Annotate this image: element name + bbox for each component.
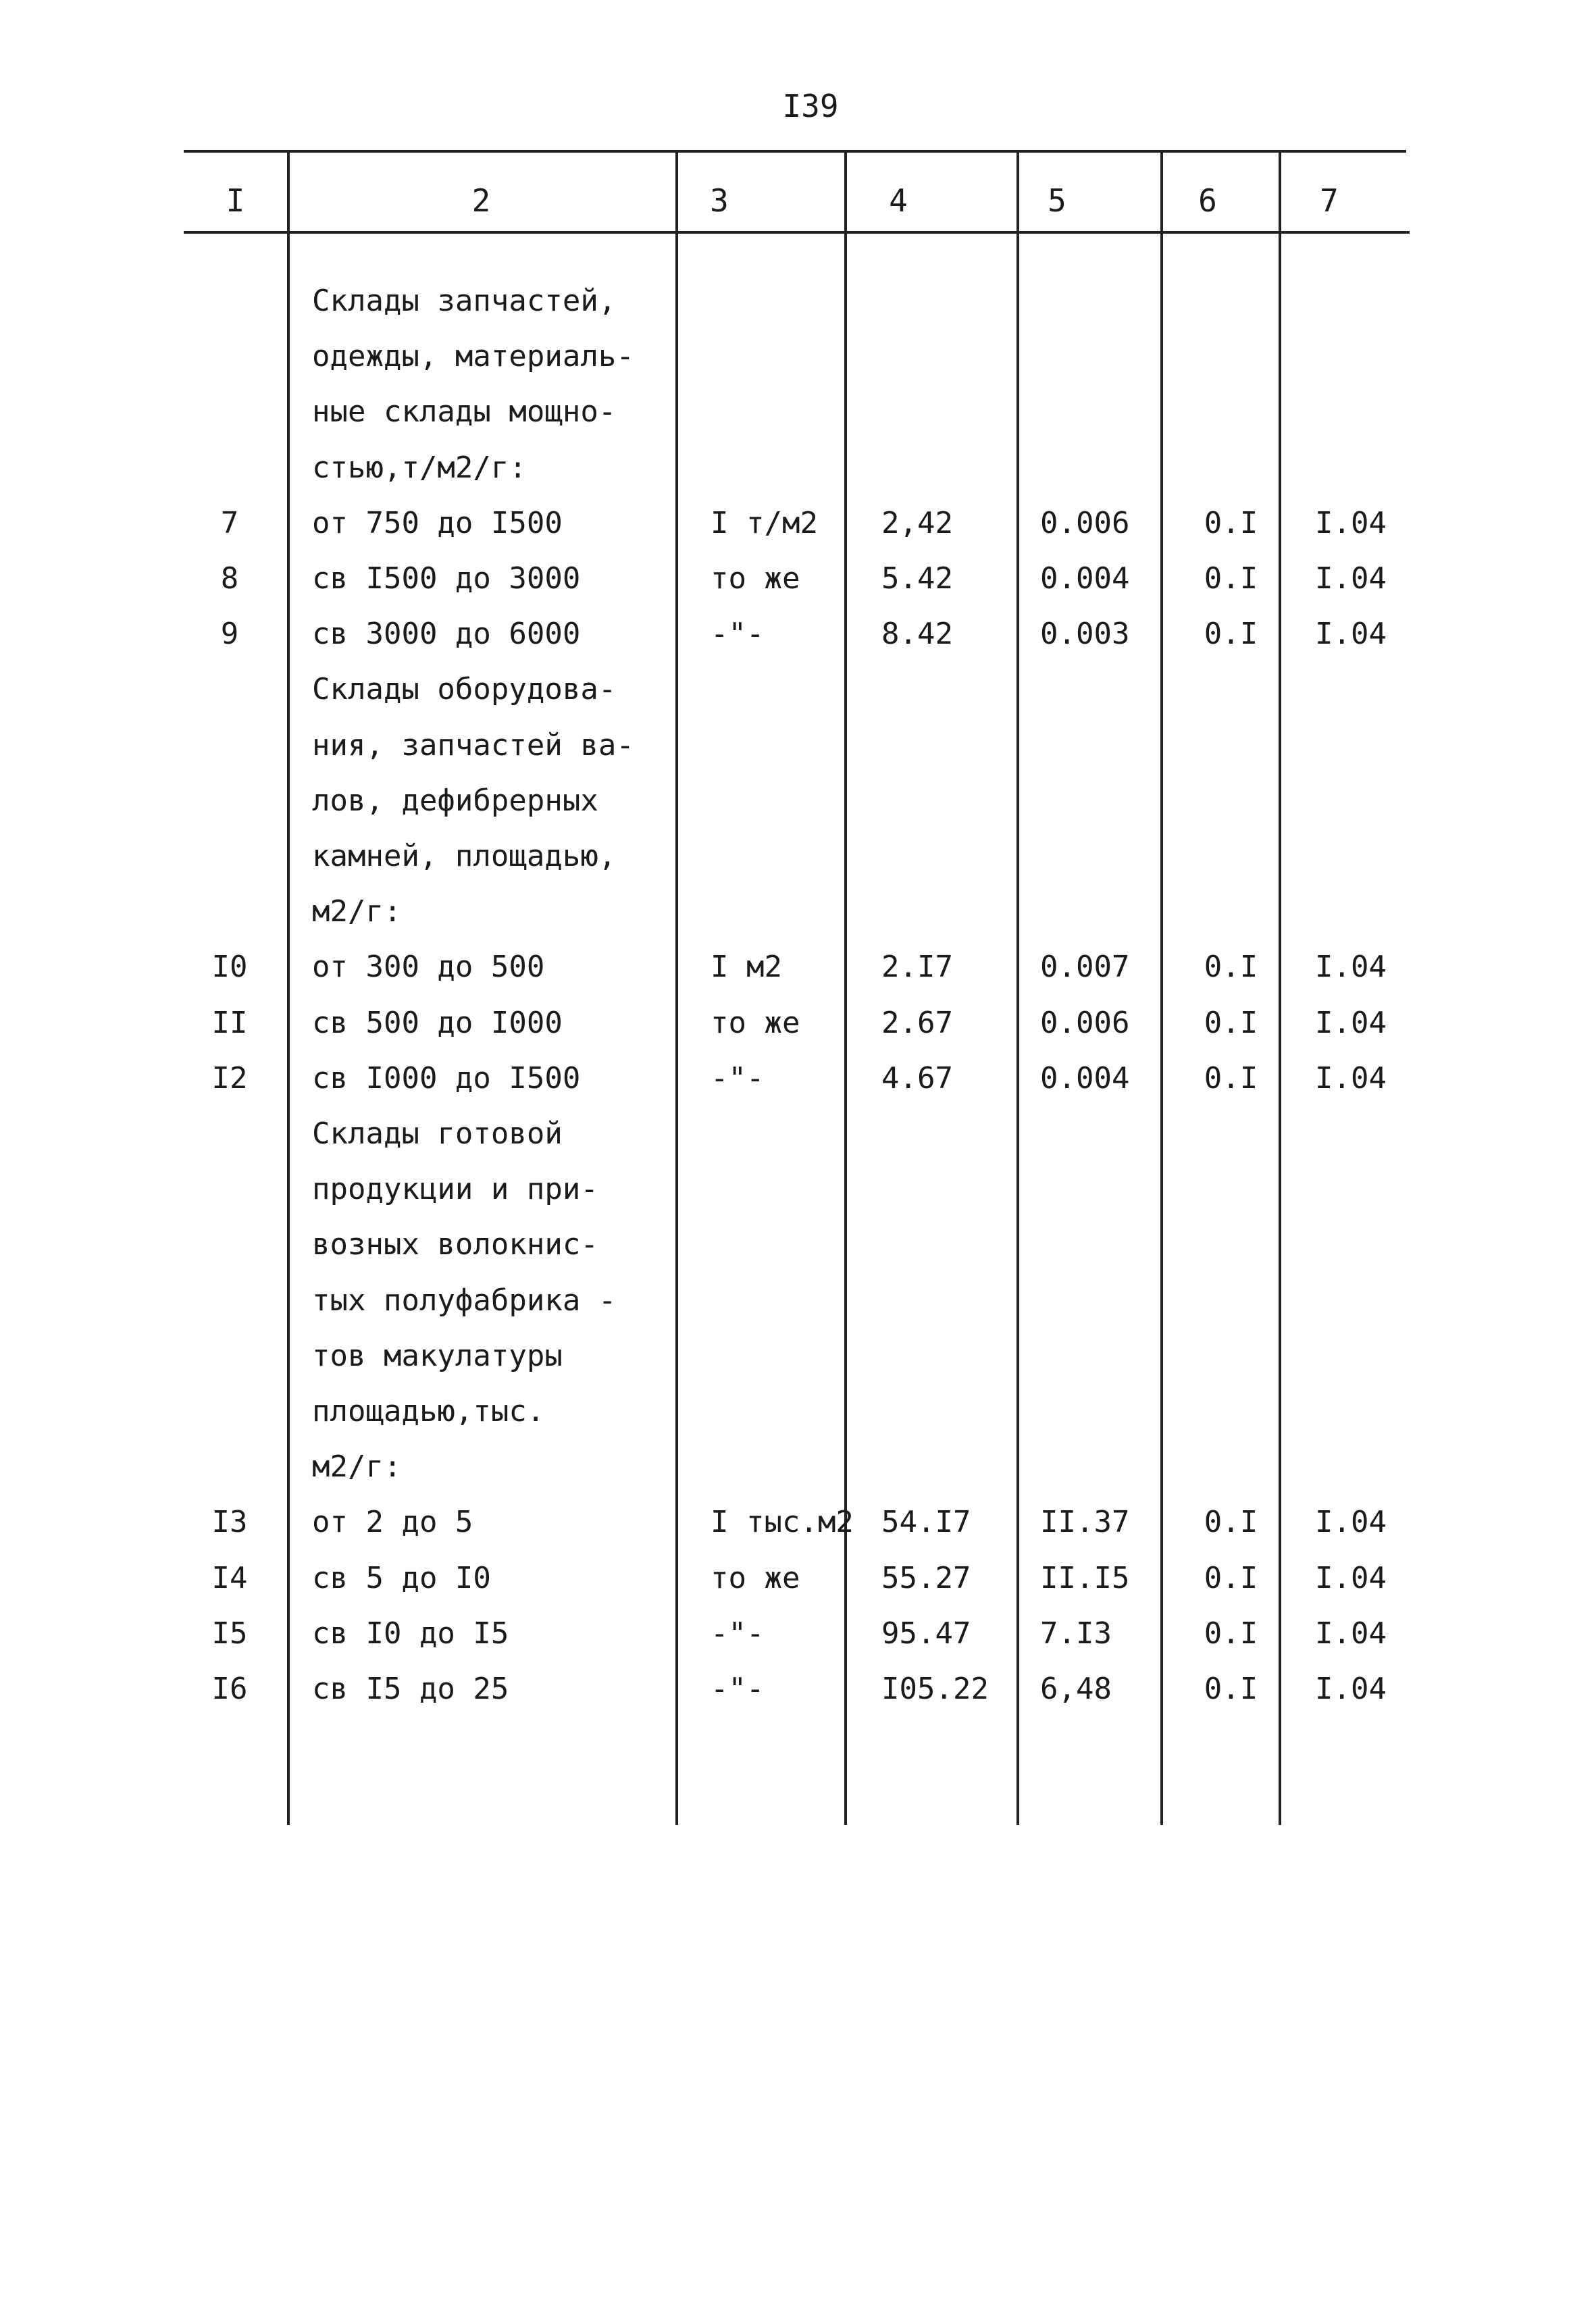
row-col-5: II.I5 (1040, 1561, 1130, 1595)
row-col-7: I.04 (1315, 1505, 1387, 1539)
row-number: I0 (211, 950, 248, 984)
table-top-rule (184, 150, 1406, 153)
row-description: св I0 до I5 (312, 1616, 509, 1651)
row-col-5: 0.003 (1040, 617, 1130, 651)
page-number: I39 (782, 88, 839, 124)
col-divider-1 (287, 150, 290, 1825)
header-col-7: 7 (1320, 182, 1339, 219)
row-col-4: 4.67 (881, 1061, 953, 1096)
row-description: тов макулатуры (312, 1339, 563, 1373)
row-col-7: I.04 (1315, 506, 1387, 540)
row-unit: -"- (711, 1616, 765, 1651)
row-col-5: II.37 (1040, 1505, 1130, 1539)
row-col-6: 0.I (1204, 506, 1258, 540)
row-number: 9 (220, 617, 239, 651)
row-description: Склады готовой (312, 1116, 563, 1151)
row-description: м2/г: (312, 1449, 402, 1484)
row-number: 8 (220, 561, 239, 596)
row-number: I2 (211, 1061, 248, 1096)
row-col-4: 5.42 (881, 561, 953, 596)
row-col-6: 0.I (1204, 1006, 1258, 1040)
row-number: I4 (211, 1561, 248, 1595)
row-col-5: 0.004 (1040, 561, 1130, 596)
row-unit: -"- (711, 1672, 765, 1706)
header-col-5: 5 (1048, 182, 1066, 219)
row-unit: -"- (711, 1061, 765, 1096)
header-col-1: I (226, 182, 245, 219)
row-description: св I5 до 25 (312, 1672, 509, 1706)
row-col-7: I.04 (1315, 950, 1387, 984)
row-col-6: 0.I (1204, 1561, 1258, 1595)
row-unit: I т/м2 (711, 506, 818, 540)
row-unit: то же (711, 1006, 800, 1040)
row-col-4: 2.67 (881, 1006, 953, 1040)
row-col-6: 0.I (1204, 1505, 1258, 1539)
row-number: II (211, 1006, 248, 1040)
row-col-7: I.04 (1315, 1006, 1387, 1040)
row-description: стью,т/м2/г: (312, 451, 527, 485)
header-col-6: 6 (1198, 182, 1217, 219)
row-number: 7 (220, 506, 239, 540)
row-col-5: 7.I3 (1040, 1616, 1112, 1651)
row-col-7: I.04 (1315, 561, 1387, 596)
row-description: св 5 до I0 (312, 1561, 491, 1595)
row-description: м2/г: (312, 894, 402, 929)
row-description: камней, площадью, (312, 839, 617, 873)
row-description: ные склады мощно- (312, 394, 617, 429)
row-col-5: 0.006 (1040, 506, 1130, 540)
row-description: ния, запчастей ва- (312, 728, 634, 763)
row-number: I3 (211, 1505, 248, 1539)
col-divider-3 (844, 150, 847, 1825)
col-divider-2 (675, 150, 678, 1825)
col-divider-4 (1016, 150, 1019, 1825)
row-col-6: 0.I (1204, 1672, 1258, 1706)
row-col-4: 54.I7 (881, 1505, 971, 1539)
row-description: Склады оборудова- (312, 672, 617, 706)
row-col-5: 0.004 (1040, 1061, 1130, 1096)
row-number: I5 (211, 1616, 248, 1651)
row-unit: I м2 (711, 950, 782, 984)
row-col-5: 6,48 (1040, 1672, 1112, 1706)
row-col-5: 0.006 (1040, 1006, 1130, 1040)
row-unit: -"- (711, 617, 765, 651)
row-col-6: 0.I (1204, 1616, 1258, 1651)
row-col-4: 95.47 (881, 1616, 971, 1651)
row-description: продукции и при- (312, 1172, 598, 1206)
row-description: возных волокнис- (312, 1227, 598, 1262)
row-col-7: I.04 (1315, 1672, 1387, 1706)
row-description: лов, дефибрерных (312, 783, 598, 818)
row-description: св I000 до I500 (312, 1061, 581, 1096)
row-col-5: 0.007 (1040, 950, 1130, 984)
row-description: от 750 до I500 (312, 506, 563, 540)
header-bottom-rule (184, 231, 1410, 234)
row-col-4: 55.27 (881, 1561, 971, 1595)
row-unit: то же (711, 1561, 800, 1595)
row-unit: то же (711, 561, 800, 596)
row-description: тых полуфабрика - (312, 1283, 617, 1318)
row-col-6: 0.I (1204, 561, 1258, 596)
row-description: от 2 до 5 (312, 1505, 473, 1539)
row-description: св I500 до 3000 (312, 561, 581, 596)
header-col-2: 2 (471, 182, 491, 219)
row-col-7: I.04 (1315, 617, 1387, 651)
row-description: площадью,тыс. (312, 1394, 545, 1429)
row-col-6: 0.I (1204, 950, 1258, 984)
row-col-6: 0.I (1204, 1061, 1258, 1096)
row-col-7: I.04 (1315, 1061, 1387, 1096)
row-col-4: 2.I7 (881, 950, 953, 984)
row-col-4: I05.22 (881, 1672, 989, 1706)
row-description: св 3000 до 6000 (312, 617, 581, 651)
col-divider-5 (1160, 150, 1163, 1825)
row-col-6: 0.I (1204, 617, 1258, 651)
row-description: от 300 до 500 (312, 950, 545, 984)
row-description: одежды, материаль- (312, 339, 634, 374)
row-col-4: 2,42 (881, 506, 953, 540)
header-col-4: 4 (889, 182, 908, 219)
row-description: св 500 до I000 (312, 1006, 563, 1040)
header-col-3: 3 (710, 182, 729, 219)
row-description: Склады запчастей, (312, 284, 617, 318)
row-col-7: I.04 (1315, 1561, 1387, 1595)
row-unit: I тыс.м2 (711, 1505, 854, 1539)
row-col-4: 8.42 (881, 617, 953, 651)
row-number: I6 (211, 1672, 248, 1706)
row-col-7: I.04 (1315, 1616, 1387, 1651)
